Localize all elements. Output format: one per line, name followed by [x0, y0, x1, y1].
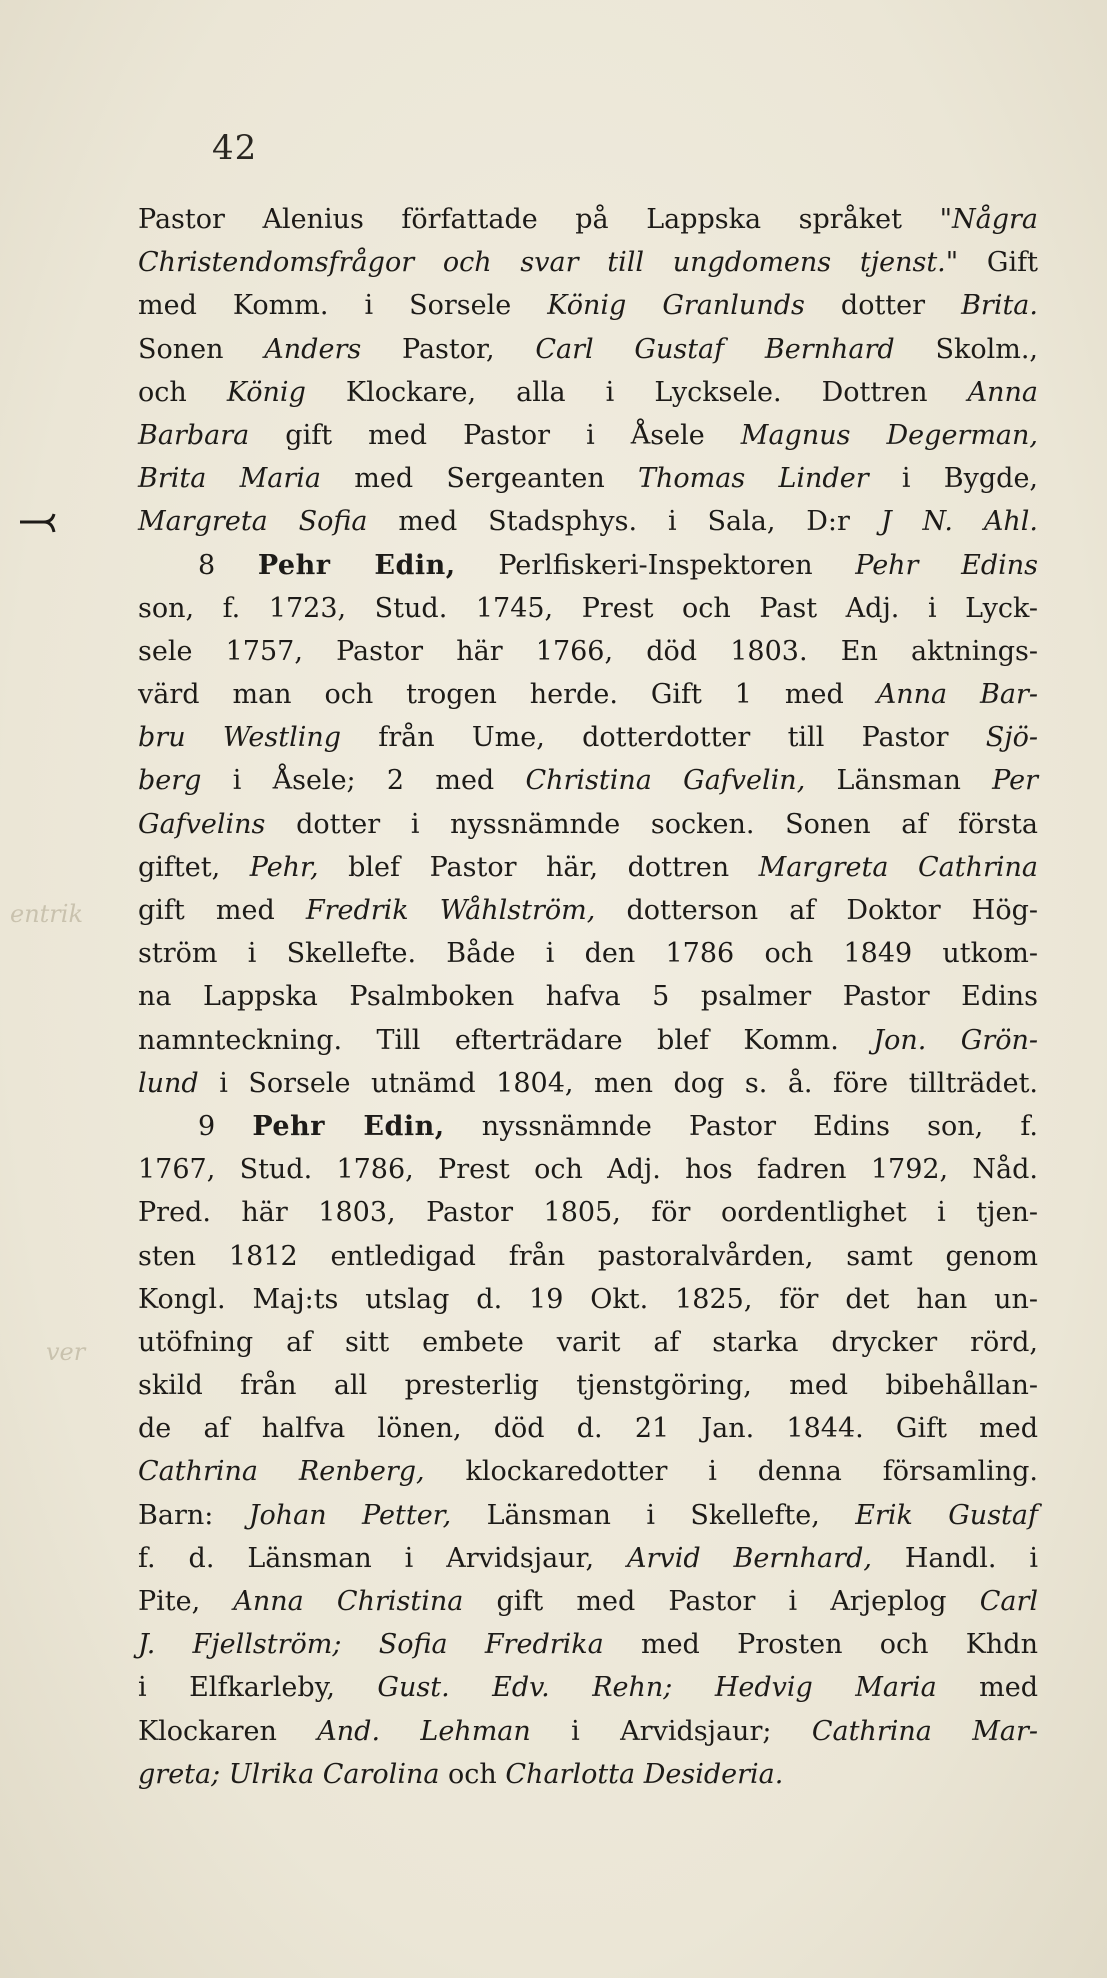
text-run: gift med Pastor i Arjeplog	[463, 1586, 980, 1617]
text-run: son, f. 1723, Stud. 1745, Prest och Past Adj. i Lyck-	[138, 592, 1038, 624]
text-run: och	[439, 1758, 506, 1790]
italic-name: Cathrina Mar-	[811, 1715, 1038, 1747]
text-line	[138, 1278, 1038, 1321]
text-line	[138, 1407, 1038, 1450]
text-run: värd man och trogen herde. Gift 1 med	[138, 679, 877, 711]
text-run: Klockare, alla i Lycksele. Dottren	[305, 376, 968, 408]
italic-name: Carl	[979, 1586, 1038, 1617]
text-run: klockaredotter i denna församling.	[424, 1456, 1038, 1488]
text-line	[138, 198, 1038, 241]
text-run: i Bygde,	[868, 463, 1038, 495]
italic-name: greta; Ulrika Carolina	[138, 1758, 440, 1790]
text-line	[138, 241, 1038, 284]
italic-name: Gafvelins	[138, 808, 266, 840]
italic-name: Gust. Edv. Rehn; Hedvig Maria	[377, 1672, 937, 1704]
text-run: 1767, Stud. 1786, Prest och Adj. hos fadren 1792, Nåd.	[138, 1154, 1038, 1186]
text-run: dotter	[804, 290, 962, 322]
italic-name: Per	[992, 765, 1038, 797]
italic-name: Barbara	[138, 419, 250, 451]
italic-name: Christendomsfrågor och svar till ungdomens tjenst."	[138, 247, 959, 279]
text-run: utöfning af sitt embete varit af starka drycker rörd,	[138, 1326, 1038, 1358]
italic-name: Charlotta Desideria.	[505, 1758, 784, 1790]
text-run: Länsman i Skellefte,	[451, 1499, 856, 1531]
italic-name: Thomas Linder	[638, 463, 869, 495]
text-line	[138, 846, 1038, 889]
text-line	[138, 587, 1038, 630]
text-line	[138, 1710, 1038, 1753]
italic-name: Brita Maria	[138, 463, 321, 495]
text-line	[138, 716, 1038, 759]
text-line	[138, 1623, 1038, 1666]
italic-name: Cathrina Renberg,	[138, 1456, 425, 1488]
text-run: 8	[198, 549, 258, 581]
text-run: med Prosten och Khdn	[603, 1629, 1038, 1661]
italic-name: Brita.	[961, 290, 1038, 322]
text-run: na Lappska Psalmboken hafva 5 psalmer Pastor Edins	[138, 981, 1038, 1013]
text-line	[138, 1191, 1038, 1234]
text-run: Länsman	[805, 765, 993, 797]
text-line	[138, 1235, 1038, 1278]
text-run: dotter i nyssnämnde socken. Sonen af första	[265, 808, 1038, 840]
italic-name: Anna Bar-	[876, 679, 1038, 711]
text-run: skild från all presterlig tjenstgöring, med bibehållan-	[138, 1370, 1038, 1402]
text-line	[138, 1105, 1038, 1148]
italic-name: König	[226, 376, 306, 408]
text-run: Pite,	[138, 1586, 234, 1617]
text-line	[138, 284, 1038, 327]
italic-name: berg	[138, 765, 202, 797]
text-line	[138, 328, 1038, 371]
text-line	[138, 1148, 1038, 1191]
text-run: med Stadsphys. i Sala, D:r	[367, 506, 881, 538]
italic-name: Jon. Grön-	[873, 1024, 1038, 1056]
text-run: Sonen	[138, 333, 265, 365]
italic-name: Carl Gustaf Bernhard	[535, 333, 895, 365]
text-run: Gift	[958, 247, 1038, 279]
text-run: blef Pastor här, dottren	[318, 851, 759, 883]
text-run: sele 1757, Pastor här 1766, död 1803. En aktnings-	[138, 635, 1038, 667]
text-run: och	[138, 376, 227, 408]
italic-name: Pehr,	[249, 851, 319, 883]
italic-name: Margreta Cathrina	[758, 851, 1039, 883]
italic-name: Pehr Edins	[855, 549, 1038, 581]
italic-name: "Några	[939, 204, 1038, 235]
page-number: 42	[212, 128, 258, 168]
text-run: Kongl. Maj:ts utslag d. 19 Okt. 1825, för det han un-	[138, 1283, 1038, 1315]
italic-name: J. Fjellström; Sofia Fredrika	[138, 1629, 604, 1661]
italic-name: Magnus Degerman,	[740, 419, 1038, 451]
text-run: Skolm.,	[894, 333, 1039, 365]
text-line	[138, 544, 1038, 587]
text-run: i Åsele; 2 med	[201, 765, 526, 797]
text-line	[138, 1580, 1038, 1623]
text-run: 9	[198, 1110, 253, 1142]
text-run: i Sorsele utnämd 1804, men dog s. å. före tillträdet.	[198, 1067, 1038, 1099]
entry-heading-name: Pehr Edin,	[252, 1110, 445, 1142]
italic-name: Johan Petter,	[248, 1499, 452, 1531]
text-run: med Sergeanten	[320, 463, 638, 495]
italic-name: Fredrik Wåhlström,	[305, 895, 596, 926]
italic-name: Sjö-	[985, 722, 1038, 754]
text-run: Barn:	[138, 1499, 249, 1531]
text-line	[138, 1753, 1038, 1796]
text-run: Klockaren	[138, 1715, 318, 1747]
margin-bracket-mark	[18, 508, 62, 538]
text-run: gift med Pastor i Åsele	[249, 419, 741, 451]
text-line	[138, 500, 1038, 543]
text-line	[138, 1364, 1038, 1407]
text-line	[138, 1494, 1038, 1537]
text-line	[138, 932, 1038, 975]
italic-name: Anna Christina	[233, 1586, 464, 1617]
text-line	[138, 803, 1038, 846]
body-text	[138, 198, 1038, 1796]
text-run: dotterson af Doktor Hög-	[595, 895, 1039, 926]
text-line	[138, 1062, 1038, 1105]
italic-name: And. Lehman	[317, 1715, 531, 1747]
text-line	[138, 457, 1038, 500]
text-run: de af halfva lönen, död d. 21 Jan. 1844. Gift med	[138, 1413, 1038, 1445]
text-line	[138, 1019, 1038, 1062]
italic-name: Christina Gafvelin,	[525, 765, 806, 797]
italic-name: Erik Gustaf	[855, 1499, 1038, 1531]
text-line	[138, 1450, 1038, 1493]
text-run: gift med	[138, 895, 306, 926]
text-run: giftet,	[138, 851, 250, 883]
entry-heading-name: Pehr Edin,	[257, 549, 456, 581]
text-line	[138, 630, 1038, 673]
text-run: nyssnämnde Pastor Edins son, f.	[444, 1110, 1038, 1142]
text-line	[138, 673, 1038, 716]
text-line	[138, 1321, 1038, 1364]
italic-name: Anna	[967, 376, 1038, 408]
italic-name: J N. Ahl.	[880, 506, 1038, 538]
text-run: Handl. i	[871, 1542, 1038, 1574]
italic-name: bru Westling	[138, 722, 342, 754]
italic-name: König Granlunds	[547, 290, 805, 322]
italic-name: Anders	[264, 333, 362, 365]
text-run: namnteckning. Till efterträdare blef Komm.	[138, 1024, 874, 1056]
text-run: Pred. här 1803, Pastor 1805, för oordentlighet i tjen-	[138, 1197, 1038, 1229]
text-line	[138, 1537, 1038, 1580]
text-run: sten 1812 entledigad från pastoralvården, samt genom	[138, 1240, 1038, 1272]
text-run: i Arvidsjaur;	[530, 1715, 812, 1747]
text-line	[138, 759, 1038, 802]
text-line	[138, 975, 1038, 1018]
margin-note-2: ver	[46, 1338, 86, 1366]
italic-name: Margreta Sofia	[138, 506, 368, 538]
text-run: med Komm. i Sorsele	[138, 290, 548, 322]
text-run: Perlfiskeri-Inspektoren	[455, 549, 856, 581]
text-run: med	[936, 1672, 1038, 1704]
margin-note-1: entrik	[10, 900, 83, 928]
italic-name: lund	[138, 1067, 199, 1099]
text-line	[138, 889, 1038, 932]
text-run: Pastor Alenius författade på Lappska språket	[138, 204, 940, 235]
text-line	[138, 414, 1038, 457]
text-run: i Elfkarleby,	[138, 1672, 378, 1704]
text-run: ström i Skellefte. Både i den 1786 och 1849 utkom-	[138, 938, 1038, 970]
text-run: f. d. Länsman i Arvidsjaur,	[138, 1542, 628, 1574]
text-line	[138, 371, 1038, 414]
text-line	[138, 1666, 1038, 1709]
text-run: från Ume, dotterdotter till Pastor	[341, 722, 986, 754]
text-run: Pastor,	[361, 333, 536, 365]
italic-name: Arvid Bernhard,	[627, 1542, 872, 1574]
